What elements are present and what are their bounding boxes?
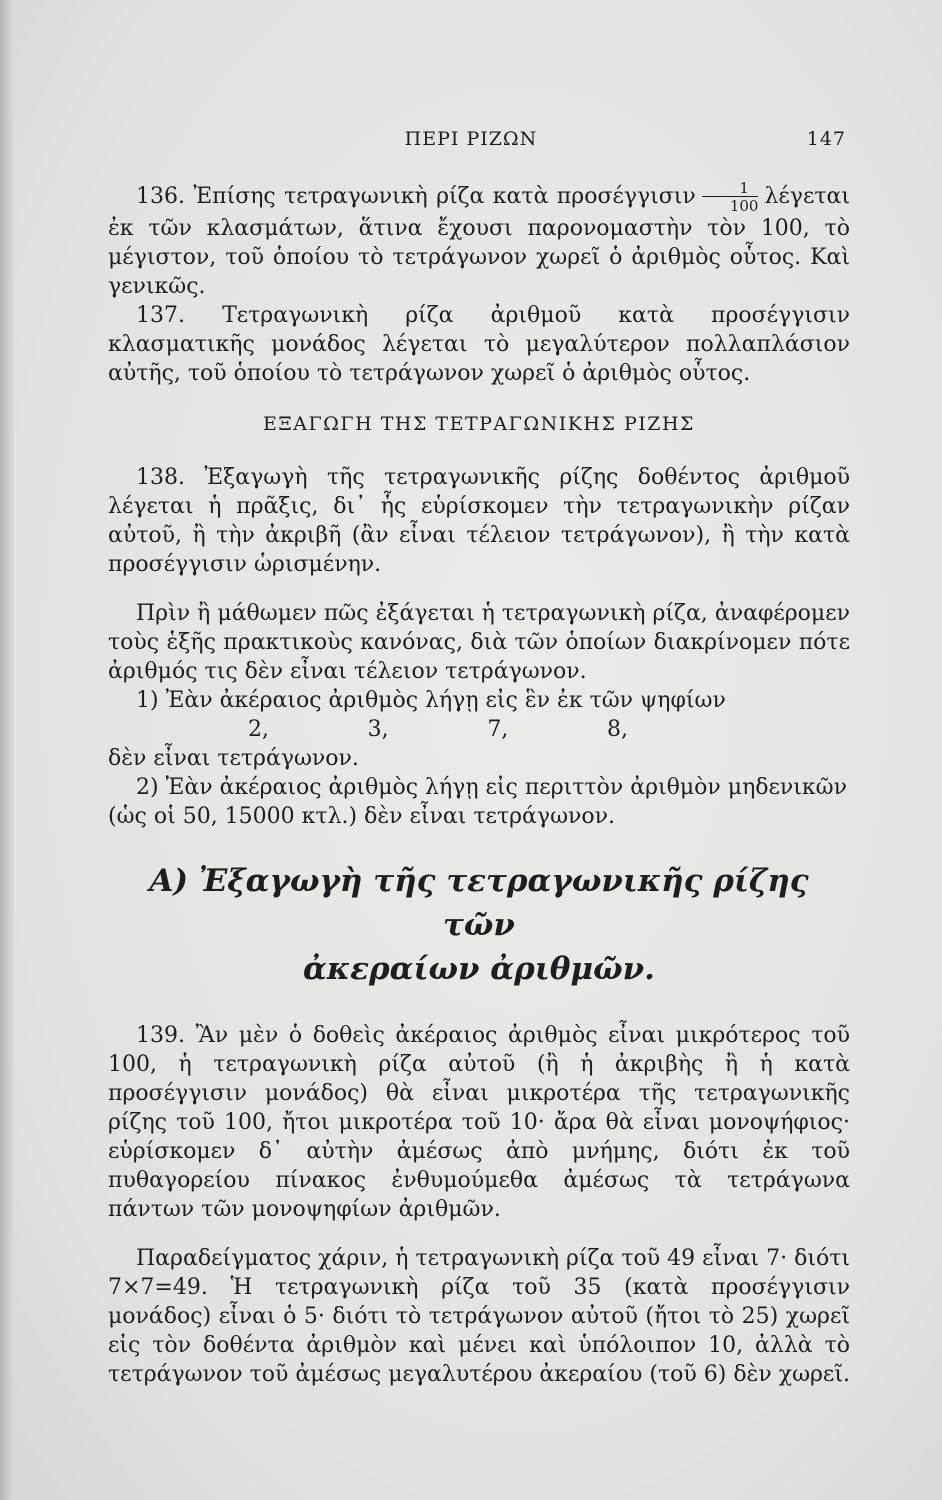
- subsection-heading-line-1: Α) Ἐξαγωγὴ τῆς τετραγωνικῆς ρίζης τῶν: [149, 863, 809, 943]
- paragraph-rules-intro: Πρὶν ἢ μάθωμεν πῶς ἐξάγεται ἡ τετραγωνικὴ ρίζα, ἀναφέρομεν τοὺς ἑξῆς πρακτικοὺς κανόνας, διὰ τῶν ὁποίων διακρίνομεν πότε ἀριθμός τις δὲν εἶναι τέλειον τετράγωνον.: [108, 601, 850, 684]
- rule-1-end: δὲν εἶναι τετράγωνον.: [108, 746, 359, 771]
- fraction-one-hundredth: [702, 180, 759, 214]
- page-number: 147: [806, 128, 846, 150]
- fraction-numerator: 1: [739, 179, 749, 197]
- page-spine-shadow: [0, 0, 14, 1500]
- paragraph-136: [108, 180, 850, 301]
- paragraph-136-start: 136. Ἐπίσης τετραγωνικὴ ρίζα κατὰ προσέγγισιν: [136, 184, 696, 209]
- rule-2-end: (ὡς οἱ 50, 15000 κτλ.) δὲν εἶναι τετράγωνον.: [108, 804, 615, 829]
- section-heading: ΕΞΑΓΩΓΗ ΤΗΣ ΤΕΤΡΑΓΩΝΙΚΗΣ ΡΙΖΗΣ: [263, 413, 695, 435]
- digit-item: 2,: [248, 717, 269, 742]
- paragraph-136-end: λέγεται ἐκ τῶν κλασμάτων, ἅτινα ἔχουσι παρονομαστὴν τὸν 100, τὸ μέγιστον, τοῦ ὁποίου τὸ τετράγωνον χωρεῖ ὁ ἀριθμὸς οὗτος. Καὶ γενικῶς.: [108, 184, 850, 299]
- subsection-heading-a: [108, 859, 850, 991]
- fraction-denominator: 100: [702, 196, 759, 214]
- paragraph-137: 137. Τετραγωνικὴ ρίζα ἀριθμοῦ κατὰ προσέγγισιν κλασματικῆς μονάδος λέγεται τὸ μεγαλύτερον πολλαπλάσιον αὐτῆς, τοῦ ὁποίου τὸ τετράγωνον χωρεῖ ὁ ἀριθμὸς οὗτος.: [108, 303, 850, 386]
- paragraph-139: 139. Ἂν μὲν ὁ δοθεὶς ἀκέραιος ἀριθμὸς εἶναι μικρότερος τοῦ 100, ἡ τετραγωνικὴ ρίζα αὐτοῦ (ἢ ἡ ἀκριβὴς ἢ ἡ κατὰ προσέγγισιν μονάδος) θὰ εἶναι μικροτέρα τῆς τετραγωνικῆς ρίζης τοῦ 100, ἤτοι μικροτέρα τοῦ 10· ἄρα θὰ εἶναι μονοψήφιος· εὑρίσκομεν δ᾽ αὐτὴν ἀμέσως ἀπὸ μνήμης, διότι ἐκ τοῦ πυθαγορείου πίνακος ἐνθυμούμεθα ἀμέσως τὰ τετράγωνα πάντων τῶν μονοψηφίων ἀριθμῶν.: [108, 1023, 850, 1222]
- paragraph-138: 138. Ἐξαγωγὴ τῆς τετραγωνικῆς ρίζης δοθέντος ἀριθμοῦ λέγεται ἡ πρᾶξις, δι᾽ ἧς εὑρίσκομεν τὴν τετραγωνικὴν ρίζαν αὐτοῦ, ἢ τὴν ἀκριβῆ (ἂν εἶναι τέλειον τετράγωνον), ἢ τὴν κατὰ προσέγγισιν ὡρισμένην.: [108, 465, 850, 577]
- rule-1-intro: 1) Ἐὰν ἀκέραιος ἀριθμὸς λήγῃ εἰς ἓν ἐκ τῶν ψηφίων: [136, 688, 726, 713]
- body-text: [108, 180, 850, 1389]
- digit-item: 3,: [367, 717, 389, 742]
- digit-item: 7,: [487, 717, 509, 742]
- digit-item: 8,: [606, 717, 628, 742]
- rule-2: 2) Ἐὰν ἀκέραιος ἀριθμὸς λήγῃ εἰς περιττὸν ἀριθμὸν μηδενικῶν: [136, 775, 847, 800]
- running-head: ΠΕΡΙ ΡΙΖΩΝ: [404, 128, 538, 150]
- rule-1-digits: [248, 715, 628, 744]
- subsection-heading-line-2: ἀκεραίων ἀριθμῶν.: [303, 951, 655, 987]
- paragraph-example: Παραδείγματος χάριν, ἡ τετραγωνικὴ ρίζα τοῦ 49 εἶναι 7· διότι 7×7=49. Ἡ τετραγωνικὴ ρίζα τοῦ 35 (κατὰ προσέγγισιν μονάδος) εἶναι ὁ 5· διότι τὸ τετράγωνον αὐτοῦ (ἤτοι τὸ 25) χωρεῖ εἰς τὸν δοθέντα ἀριθμὸν καὶ μένει καὶ ὑπόλοιπον 10, ἀλλὰ τὸ τετράγωνον τοῦ ἀμέσως μεγαλυτέρου ἀκεραίου (τοῦ 6) δὲν χωρεῖ.: [108, 1246, 850, 1387]
- page-header: [0, 128, 942, 158]
